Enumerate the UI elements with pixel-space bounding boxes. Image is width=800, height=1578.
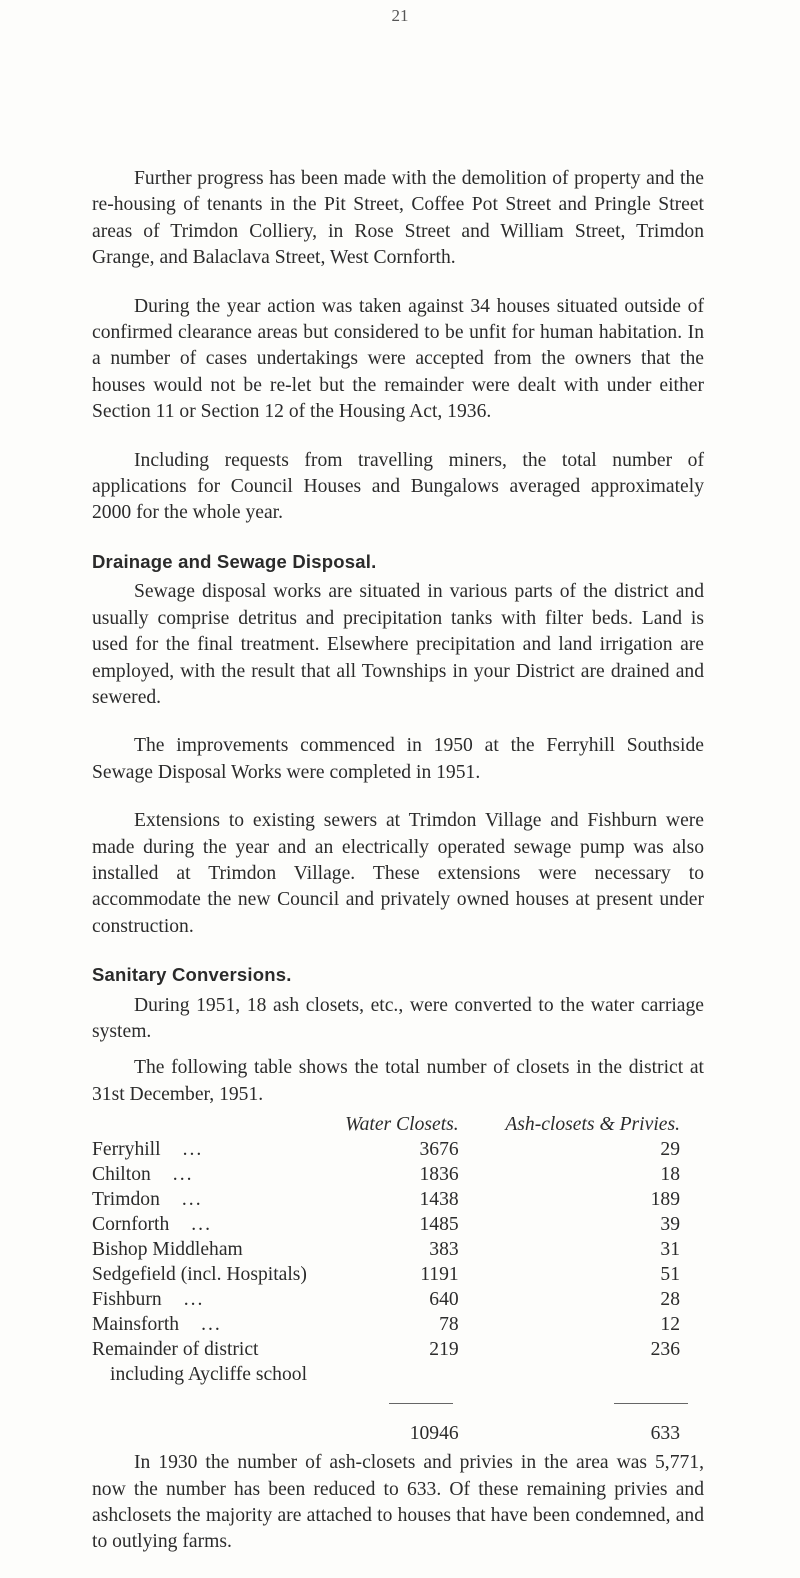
rule-row [92,1387,704,1417]
heading-drainage: Drainage and Sewage Disposal. [92,550,377,572]
district-label: Bishop Middleham [92,1239,243,1261]
leader-dots: ... [181,1189,203,1211]
continuation-text: including Aycliffe school [110,1364,308,1386]
ash-closets-value: 12 [660,1314,680,1336]
district-label: Chilton [92,1164,151,1186]
totals-row [92,1417,704,1446]
total-water-closets: 10946 [409,1423,459,1445]
district-name [92,1312,345,1337]
water-closets-value: 383 [429,1239,459,1261]
page-number: 21 [391,6,409,25]
ash-closets-value: 236 [650,1339,680,1361]
header-ash-closets: Ash-closets & Privies. [505,1114,680,1136]
table-row [92,1312,704,1337]
total-rule-ash [614,1403,688,1404]
header-water-closets: Water Closets. [345,1114,459,1136]
paragraph-sewage-works: Sewage disposal works are situated in various parts of the district and usually comprise detritus and precipitation tanks with filter beds. Land is used for the final treatment. Elsewhere precipitation and land irrigation are employed, with the result that all Townships in your District are drained and sewered. [92,581,704,708]
paragraph-demolition: Further progress has been made with the demolition of property and the re-housing of tenants in the Pit Street, Coffee Pot Street and Pringle Street areas of Trimdon Colliery, in Rose Street and William Street, Trimdon Grange, and Balaclava Street, West Cornforth. [92,168,704,269]
paragraph-ferryhill-improvements: The improvements commenced in 1950 at the Ferryhill Southside Sewage Disposal Works were completed in 1951. [92,735,704,783]
water-closets-value: 1191 [420,1264,459,1286]
paragraph-closing: In 1930 the number of ash-closets and privies in the area was 5,771, now the number has been reduced to 633. Of these remaining privies and ashclosets the majority are attached to houses that have been condemned, and to outlying farms. [92,1452,704,1553]
table-row [92,1212,704,1237]
water-closets-value: 3676 [419,1139,459,1161]
total-rule-water [389,1403,453,1404]
district-label: Remainder of district [92,1339,259,1361]
water-closets-value: 219 [429,1339,459,1361]
leader-dots: ... [172,1164,194,1186]
table-row [92,1287,704,1312]
water-closets-value: 1485 [419,1214,459,1236]
leader-dots: ... [183,1289,205,1311]
district-label: Sedgefield (incl. Hospitals) [92,1264,307,1286]
table-row [92,1137,704,1162]
ash-closets-value: 39 [660,1214,680,1236]
district-name [92,1212,345,1237]
total-ash-closets: 633 [650,1423,680,1445]
district-name [92,1237,345,1262]
leader-dots: ... [201,1314,222,1336]
ash-closets-value: 29 [660,1139,680,1161]
table-row [92,1187,704,1212]
closets-table [92,1112,704,1446]
ash-closets-value: 189 [650,1189,680,1211]
paragraph-conversions: During 1951, 18 ash closets, etc., were converted to the water carriage system. [92,994,704,1042]
heading-sanitary: Sanitary Conversions. [92,964,292,986]
ash-closets-value: 18 [660,1164,680,1186]
leader-dots: ... [191,1214,212,1236]
water-closets-value: 1836 [419,1164,459,1186]
table-row [92,1337,704,1362]
leader-dots: ... [182,1139,204,1161]
water-closets-value: 1438 [419,1189,459,1211]
table-row [92,1162,704,1187]
district-label: Ferryhill [92,1139,161,1161]
paragraph-applications: Including requests from travelling miners, the total number of applications for Council Houses and Bungalows averaged approximately 2000 for the whole year. [92,449,704,524]
district-name [92,1287,345,1312]
paragraph-sewer-extensions: Extensions to existing sewers at Trimdon Village and Fishburn were made during the year and an electrically operated sewage pump was also installed at Trimdon Village. These extensions were necessary to accommodate the new Council and privately owned houses at present under construction. [92,810,704,937]
district-name [92,1162,345,1187]
water-closets-value: 640 [429,1289,459,1311]
paragraph-table-intro: The following table shows the total number of closets in the district at 31st December, 1951. [92,1057,704,1105]
district-name [92,1262,345,1287]
continuation-row [92,1362,704,1387]
district-name [92,1137,345,1162]
body-text [92,166,704,1578]
district-label: Cornforth [92,1214,170,1236]
water-closets-value: 78 [439,1314,459,1336]
table-header-row [92,1112,704,1137]
district-label: Mainsforth [92,1314,180,1336]
paragraph-unfit-houses: During the year action was taken against 34 houses situated outside of confirmed clearance areas but considered to be unfit for human habitation. In a number of cases undertakings were accepted from the owners that the houses would not be re-let but the remainder were dealt with under either Section 11 or Section 12 of the Housing Act, 1936. [92,295,704,423]
closets-table-body [92,1137,704,1362]
district-label: Fishburn [92,1289,162,1311]
district-label: Trimdon [92,1189,160,1211]
ash-closets-value: 51 [660,1264,680,1286]
table-row [92,1237,704,1262]
table-row [92,1262,704,1287]
ash-closets-value: 28 [660,1289,680,1311]
ash-closets-value: 31 [660,1239,680,1261]
district-name [92,1337,345,1362]
district-name [92,1187,345,1212]
